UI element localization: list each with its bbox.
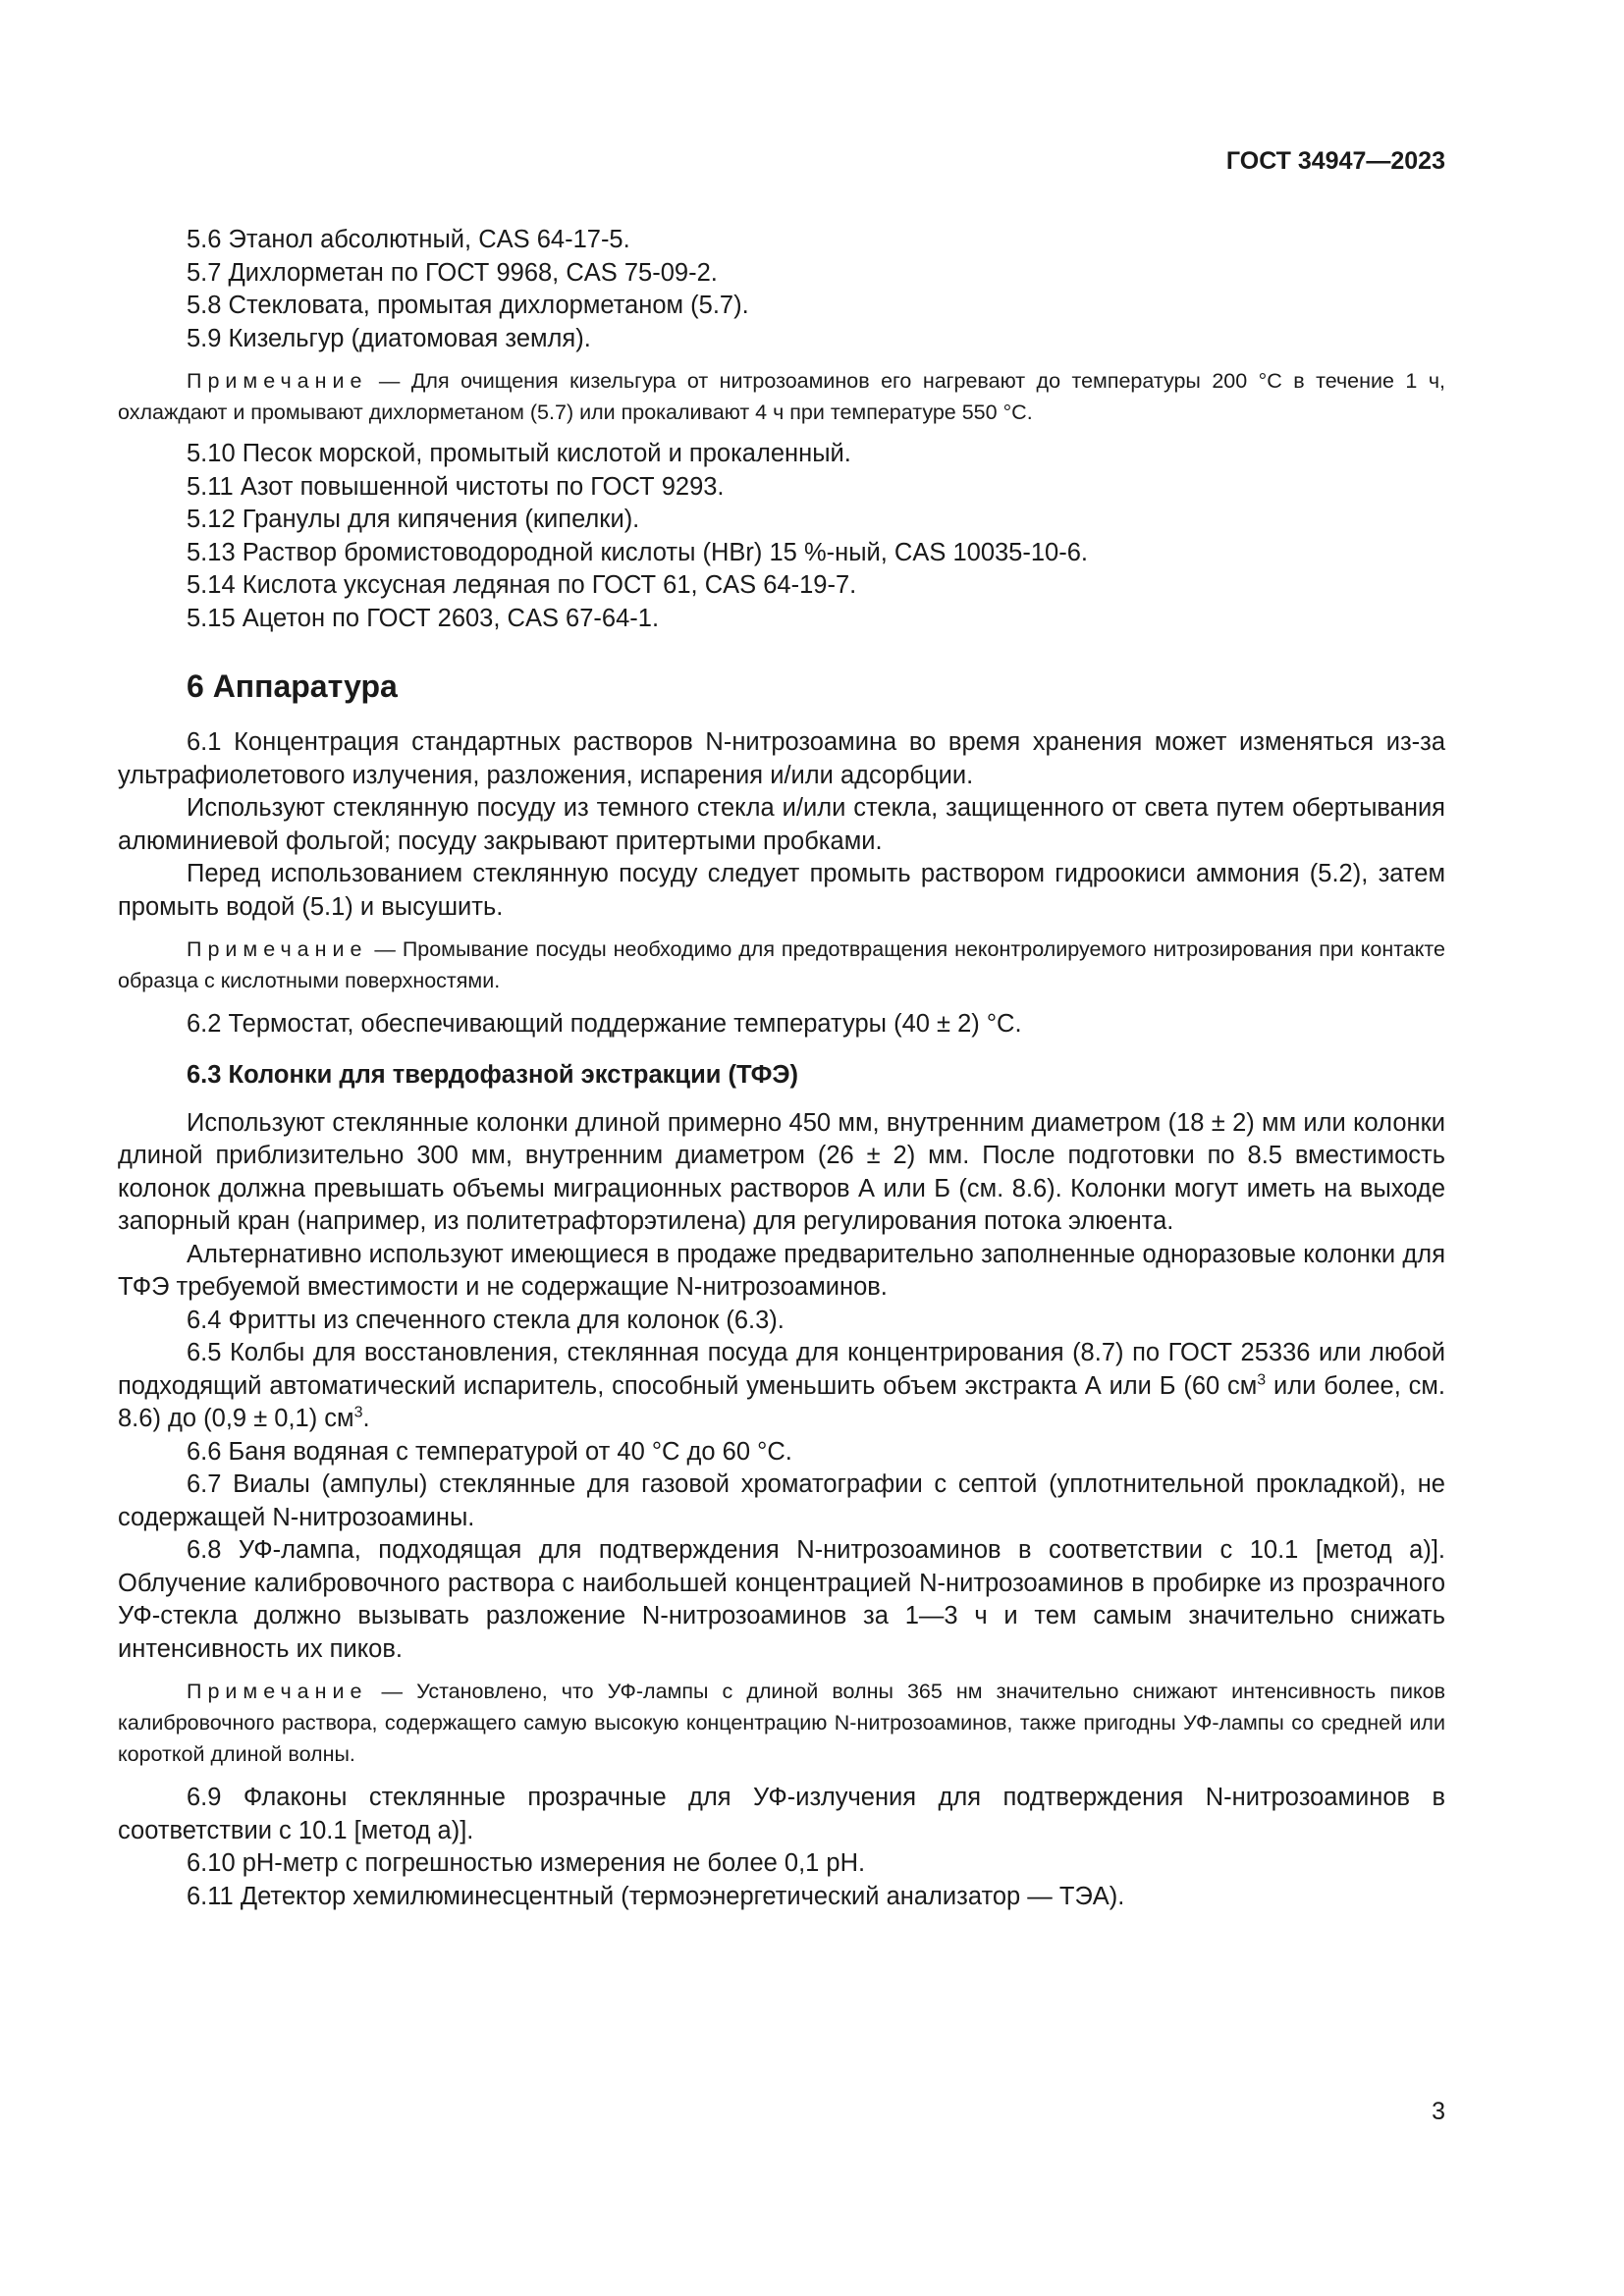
item-6-5-text-b: или более, см. 8.6) до (0,9 ± 0,1) см bbox=[118, 1371, 1445, 1432]
item-5-10: 5.10 Песок морской, промытый кислотой и прокаленный. bbox=[187, 440, 851, 467]
item-6-8: 6.8 УФ-лампа, подходящая для подтверждения N-нитрозоаминов в соответствии с 10.1 [метод а)]. Облучение калибровочного раствора с наибольшей концентрацией N-нитрозоаминов в пробирке из прозрачного УФ-стекла должно вызывать разложение N-нитрозоаминов за 1—3 ч и тем самым значительно снижать интенсивность их пиков. bbox=[118, 1536, 1445, 1663]
item-6-3-alternative: Альтернативно используют имеющиеся в продаже предварительно заполненные одноразовые колонки для ТФЭ требуемой вместимости и не содержащие N-нитрозоаминов. bbox=[118, 1240, 1445, 1301]
note-washing bbox=[118, 934, 1445, 996]
note-label: Примечание bbox=[187, 369, 368, 393]
item-6-5-text-c: . bbox=[362, 1405, 370, 1432]
item-6-6: 6.6 Баня водяная с температурой от 40 °С до 60 °С. bbox=[187, 1437, 792, 1466]
superscript: 3 bbox=[353, 1404, 363, 1421]
item-5-6: 5.6 Этанол абсолютный, CAS 64-17-5. bbox=[187, 226, 630, 253]
page-number: 3 bbox=[1432, 2098, 1445, 2125]
item-6-7: 6.7 Виалы (ампулы) стеклянные для газовой хроматографии с септой (уплотнительной прокладкой), не содержащей N-нитрозоамины. bbox=[118, 1470, 1445, 1531]
page-body bbox=[118, 224, 1445, 1913]
note-label: Примечание bbox=[187, 1680, 368, 1703]
subsection-6-3-title: 6.3 Колонки для твердофазной экстракции (ТФЭ) bbox=[187, 1060, 798, 1089]
item-5-11: 5.11 Азот повышенной чистоты по ГОСТ 9293. bbox=[187, 472, 725, 501]
item-6-5-text-a: 6.5 Колбы для восстановления, стеклянная посуда для концентрирования (8.7) по ГОСТ 25336 или любой подходящий автоматический испаритель, способный уменьшить объем экстракта А или Б (60 см bbox=[118, 1339, 1445, 1400]
item-5-12: 5.12 Гранулы для кипячения (кипелки). bbox=[187, 506, 640, 533]
item-6-1-glassware: Используют стеклянную посуду из темного стекла и/или стекла, защищенного от света путем обертывания алюминиевой фольгой; посуду закрывают притертыми пробками. bbox=[118, 794, 1445, 855]
note-text: — Промывание посуды необходимо для предотвращения неконтролируемого нитрозирования при контакте образца с кислотными поверхностями. bbox=[118, 937, 1445, 992]
item-5-8: 5.8 Стекловата, промытая дихлорметаном (5.7). bbox=[187, 292, 749, 319]
note-uv-lamp bbox=[118, 1676, 1445, 1770]
item-6-4: 6.4 Фритты из спеченного стекла для колонок (6.3). bbox=[187, 1306, 785, 1334]
item-6-2: 6.2 Термостат, обеспечивающий поддержание температуры (40 ± 2) °С. bbox=[187, 1010, 1022, 1038]
item-6-11: 6.11 Детектор хемилюминесцентный (термоэнергетический анализатор — ТЭА). bbox=[187, 1882, 1125, 1910]
item-6-9: 6.9 Флаконы стеклянные прозрачные для УФ-излучения для подтверждения N-нитрозоаминов в соответствии с 10.1 [метод а)]. bbox=[118, 1784, 1445, 1844]
document-code: ГОСТ 34947—2023 bbox=[1225, 147, 1445, 175]
item-5-7: 5.7 Дихлорметан по ГОСТ 9968, CAS 75-09-2. bbox=[187, 258, 718, 287]
item-6-10: 6.10 pH-метр с погрешностью измерения не более 0,1 pH. bbox=[187, 1849, 866, 1877]
note-text: — Для очищения кизельгура от нитрозоаминов его нагревают до температуры 200 °С в течение 1 ч, охлаждают и промывают дихлорметаном (5.7) или прокаливают 4 ч при температуре 550 °С. bbox=[118, 369, 1445, 424]
item-5-15: 5.15 Ацетон по ГОСТ 2603, CAS 67-64-1. bbox=[187, 604, 660, 632]
item-6-3-columns: Используют стеклянные колонки длиной примерно 450 мм, внутренним диаметром (18 ± 2) мм или колонки длиной приблизительно 300 мм, внутренним диаметром (26 ± 2) мм. После подготовки по 8.5 вместимость колонок должна превышать объемы миграционных растворов А или Б (см. 8.6). Колонки могут иметь на выходе запорный кран (например, из политетрафторэтилена) для регулирования потока элюента. bbox=[118, 1108, 1445, 1235]
note-kieselguhr bbox=[118, 365, 1445, 428]
section-6-title: 6 Аппаратура bbox=[187, 668, 398, 704]
item-6-5 bbox=[118, 1337, 1445, 1436]
item-6-1: 6.1 Концентрация стандартных растворов N-нитрозоамина во время хранения может изменяться из-за ультрафиолетового излучения, разложения, испарения и/или адсорбции. bbox=[118, 728, 1445, 789]
note-label: Примечание bbox=[187, 937, 368, 961]
superscript: 3 bbox=[1257, 1371, 1267, 1388]
item-5-13: 5.13 Раствор бромистоводородной кислоты (HBr) 15 %-ный, CAS 10035-10-6. bbox=[187, 538, 1088, 566]
item-5-14: 5.14 Кислота уксусная ледяная по ГОСТ 61, CAS 64-19-7. bbox=[187, 571, 857, 599]
item-6-1-washing: Перед использованием стеклянную посуду следует промыть раствором гидроокиси аммония (5.2), затем промыть водой (5.1) и высушить. bbox=[118, 860, 1445, 921]
note-text: — Установлено, что УФ-лампы с длиной волны 365 нм значительно снижают интенсивность пиков калибровочного раствора, содержащего самую высокую концентрацию N-нитрозоаминов, также пригодны УФ-лампы со средней или короткой длиной волны. bbox=[118, 1680, 1445, 1766]
item-5-9: 5.9 Кизельгур (диатомовая земля). bbox=[187, 324, 591, 352]
